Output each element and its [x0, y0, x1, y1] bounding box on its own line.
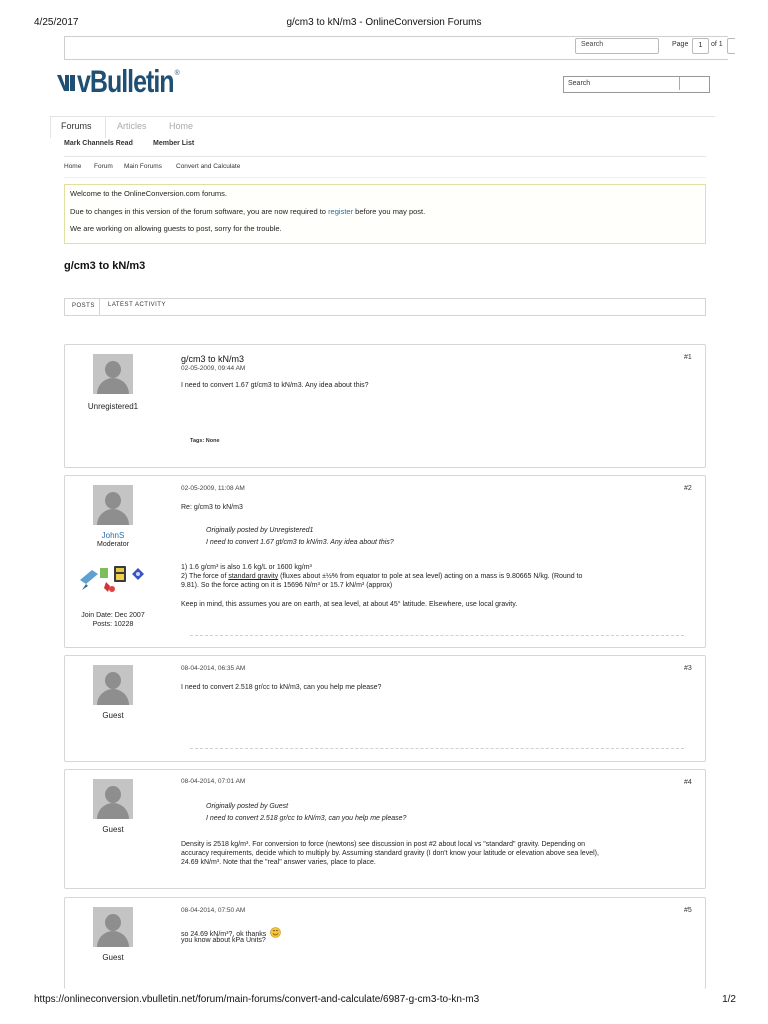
avatar	[93, 907, 133, 947]
post-line-1: 1) 1.6 g/cm³ is also 1.6 kg/L or 1600 kg/m³	[181, 564, 312, 571]
member-list-link[interactable]: Member List	[153, 140, 195, 147]
tab-home[interactable]: Home	[169, 121, 194, 131]
post-number[interactable]: #2	[684, 485, 692, 492]
avatar	[93, 779, 133, 819]
welcome-notice	[64, 184, 706, 244]
tab-latest-activity[interactable]: LATEST ACTIVITY	[108, 302, 166, 308]
thread-tabs-separator	[99, 299, 100, 315]
user-rank: Moderator	[97, 541, 129, 548]
avatar	[93, 665, 133, 705]
post-username[interactable]: JohnS	[101, 531, 125, 540]
post-line-3: 24.69 kN/m³. Note that the "real" answer varies, place to place.	[181, 859, 376, 866]
breadcrumb-home[interactable]: Home	[64, 163, 82, 170]
post-line-2: accuracy requirements, decide which to multiply by. Assuming standard gravity (I don't know your latitude or elevation above sea level),	[181, 850, 599, 857]
print-url: https://onlineconversion.vbulletin.net/forum/main-forums/convert-and-calculate/6987-g-cm3-to-kn-m3	[34, 994, 480, 1005]
breadcrumb-bottom-border	[64, 177, 706, 178]
logo-registered: ®	[174, 70, 180, 77]
tab-forums[interactable]: Forums	[61, 121, 92, 131]
post-line-4: Keep in mind, this assumes you are on earth, at sea level, at about 45° latitude. Elsewhere, use local gravity.	[181, 601, 518, 608]
tab-posts[interactable]: POSTS	[72, 303, 95, 309]
quote-text: I need to convert 1.67 gt/cm3 to kN/m3. Any idea about this?	[206, 539, 394, 546]
post-date: 08-04-2014, 06:35 AM	[181, 665, 246, 672]
page-count: of 1	[711, 41, 723, 48]
post-line-2-suffix: (fluxes about ±½% from equator to pole at sea level) acting on a mass is 9.80665 N/kg. (Round to	[278, 573, 583, 580]
breadcrumb-forum[interactable]: Forum	[94, 163, 113, 170]
quote-author: Originally posted by Guest	[206, 803, 289, 810]
post-number[interactable]: #5	[684, 907, 692, 914]
post-username: Guest	[102, 711, 124, 720]
post-line-1-text: so 24.69 kN/m³?, ok thanks	[181, 931, 267, 938]
post-username: Guest	[102, 953, 124, 962]
vbulletin-logo-icon	[56, 71, 76, 93]
post-5	[64, 897, 706, 989]
search-button-divider	[679, 77, 680, 90]
notice-line-1: Welcome to the OnlineConversion.com forums.	[70, 189, 228, 198]
page-next-button[interactable]	[727, 38, 735, 54]
post-line-2: you know about kPa Units?	[181, 937, 266, 944]
notice-line-2	[70, 207, 425, 216]
user-post-count: Posts: 10228	[92, 621, 134, 628]
quote-text: I need to convert 2.518 gr/cc to kN/m3, can you help me please?	[206, 815, 407, 822]
post-date: 02-05-2009, 11:08 AM	[181, 485, 245, 492]
breadcrumb-main-forums[interactable]: Main Forums	[124, 163, 162, 170]
mark-channels-read-link[interactable]: Mark Channels Read	[64, 140, 133, 147]
avatar	[93, 354, 133, 394]
post-2	[64, 475, 706, 648]
search-input[interactable]: Search	[563, 76, 710, 93]
avatar	[93, 485, 133, 525]
post-1	[64, 344, 706, 468]
smile-emoji-icon	[270, 927, 281, 938]
print-date: 4/25/2017	[34, 17, 79, 28]
standard-gravity-link[interactable]: standard gravity	[228, 573, 279, 580]
breadcrumb-convert-and-calculate[interactable]: Convert and Calculate	[176, 163, 241, 170]
post-date: 08-04-2014, 07:50 AM	[181, 907, 246, 914]
notice-line-3: We are working on allowing guests to post, sorry for the trouble.	[70, 224, 282, 233]
post-title: g/cm3 to kN/m3	[181, 354, 245, 364]
post-line-3: 9.81). So the force acting on it is 15696 N/m³ or 15.7 kN/m³ (approx)	[181, 582, 393, 589]
thread-title: g/cm3 to kN/m3	[64, 260, 146, 272]
tab-articles[interactable]: Articles	[117, 121, 147, 131]
post-4	[64, 769, 706, 889]
post-text: I need to convert 2.518 gr/cc to kN/m3, can you help me please?	[181, 684, 382, 691]
print-title: g/cm3 to kN/m3 - OnlineConversion Forums	[286, 17, 482, 28]
page-number-input[interactable]: 1	[692, 38, 709, 54]
post-line-2	[181, 572, 582, 581]
print-page-number: 1/2	[722, 994, 736, 1005]
post-line-1: Density is 2518 kg/m³. For conversion to force (newtons) see discussion in post #2 about local vs "standard" gravity. Depending on	[181, 841, 586, 848]
logo-text: vBulletin	[77, 63, 174, 99]
post-username: Guest	[102, 825, 124, 834]
user-badges-icon	[78, 564, 148, 594]
post-text: I need to convert 1.67 gt/cm3 to kN/m3. Any idea about this?	[181, 382, 369, 389]
post-tags: Tags: None	[190, 438, 220, 444]
notice-line-2-text: Due to changes in this version of the forum software, you are now required to	[70, 207, 329, 216]
post-number[interactable]: #1	[684, 354, 692, 361]
breadcrumb-top-border	[64, 156, 706, 157]
notice-line-2-suffix: before you may post.	[353, 207, 426, 216]
register-link[interactable]: register	[328, 207, 354, 216]
quote-author: Originally posted by Unregistered1	[206, 527, 314, 534]
top-search-input[interactable]: Search	[575, 38, 659, 54]
post-date: 02-05-2009, 09:44 AM	[181, 365, 246, 372]
user-join-date: Join Date: Dec 2007	[81, 612, 145, 619]
page-label: Page	[672, 41, 689, 48]
post-3	[64, 655, 706, 762]
post-line-2-text: 2) The force of	[181, 573, 229, 580]
post-number[interactable]: #3	[684, 665, 692, 672]
post-number[interactable]: #4	[684, 779, 692, 786]
post-date: 08-04-2014, 07:01 AM	[181, 778, 246, 785]
post-reply-title: Re: g/cm3 to kN/m3	[181, 504, 243, 511]
signature-divider	[190, 748, 684, 749]
nav-bar	[50, 116, 715, 117]
signature-divider	[190, 635, 684, 636]
post-username[interactable]: Unregistered1	[87, 402, 139, 411]
site-logo[interactable]	[56, 65, 180, 99]
